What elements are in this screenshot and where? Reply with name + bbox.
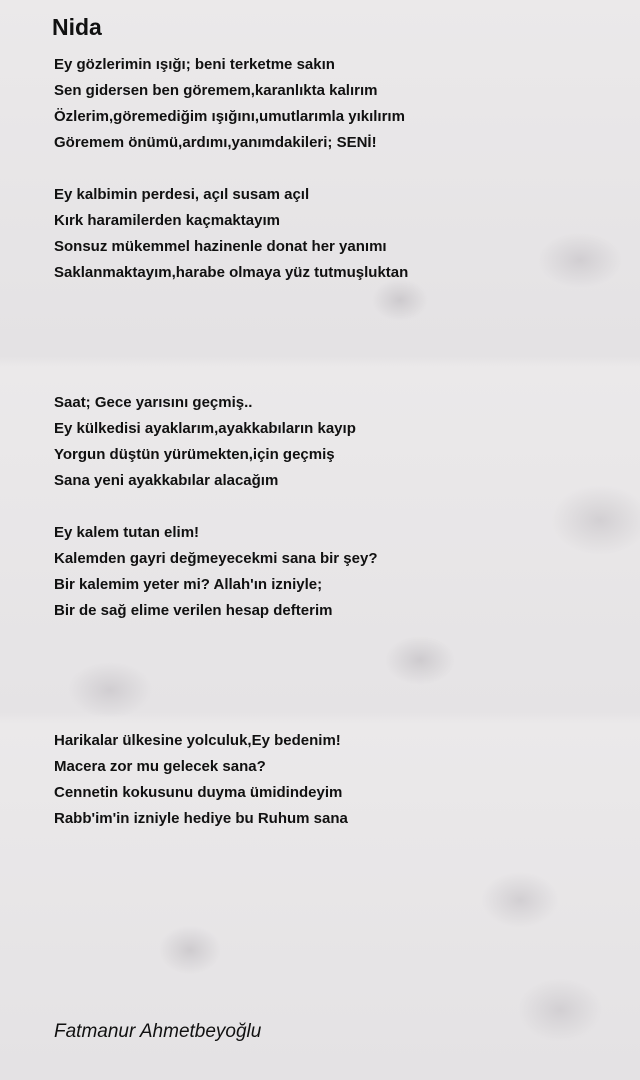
poem-title: Nida [52,14,102,40]
section-gap [54,624,624,728]
poem-line: Macera zor mu gelecek sana? [54,758,266,775]
poem-line: Özlerim,göremediğim ışığını,umutlarımla yıkılırım [54,108,405,125]
stanza-gap [54,494,624,520]
stanza-4 [54,520,624,624]
poem-line: Harikalar ülkesine yolculuk,Ey bedenim! [54,732,341,749]
poem-line: Ey kalem tutan elim! [54,524,200,541]
stanza-1 [54,52,624,156]
poem-line: Sonsuz mükemmel hazinenle donat her yanımı [54,238,387,255]
stanza-gap [54,156,624,182]
poem-author: Fatmanur Ahmetbeyoğlu [54,1021,262,1042]
stanza-3 [54,390,624,494]
poem-line: Ey kalbimin perdesi, açıl susam açıl [54,186,310,203]
poem-line: Saat; Gece yarısını geçmiş.. [54,394,253,411]
poem-line: Ey gözlerimin ışığı; beni terketme sakın [54,56,335,73]
poem-line: Bir de sağ elime verilen hesap defterim [54,602,333,619]
poem-line: Göremem önümü,ardımı,yanımdakileri; SENİ! [54,134,377,151]
poem-body [54,52,624,832]
section-gap [54,286,624,390]
stanza-2 [54,182,624,286]
poem-line: Cennetin kokusunu duyma ümidindeyim [54,784,343,801]
poem-line: Rabb'im'in izniyle hediye bu Ruhum sana [54,810,348,827]
poem-line: Saklanmaktayım,harabe olmaya yüz tutmuşluktan [54,264,409,281]
poem-line: Yorgun düştün yürümekten,için geçmiş [54,446,335,463]
poem-line: Bir kalemim yeter mi? Allah'ın izniyle; [54,576,323,593]
poem-line: Sana yeni ayakkabılar alacağım [54,472,279,489]
stanza-5 [54,728,624,832]
poem-line: Kırk haramilerden kaçmaktayım [54,212,280,229]
poem-line: Ey külkedisi ayaklarım,ayakkabıların kayıp [54,420,356,437]
poem-line: Sen gidersen ben göremem,karanlıkta kalırım [54,82,378,99]
poem-line: Kalemden gayri değmeyecekmi sana bir şey? [54,550,378,567]
